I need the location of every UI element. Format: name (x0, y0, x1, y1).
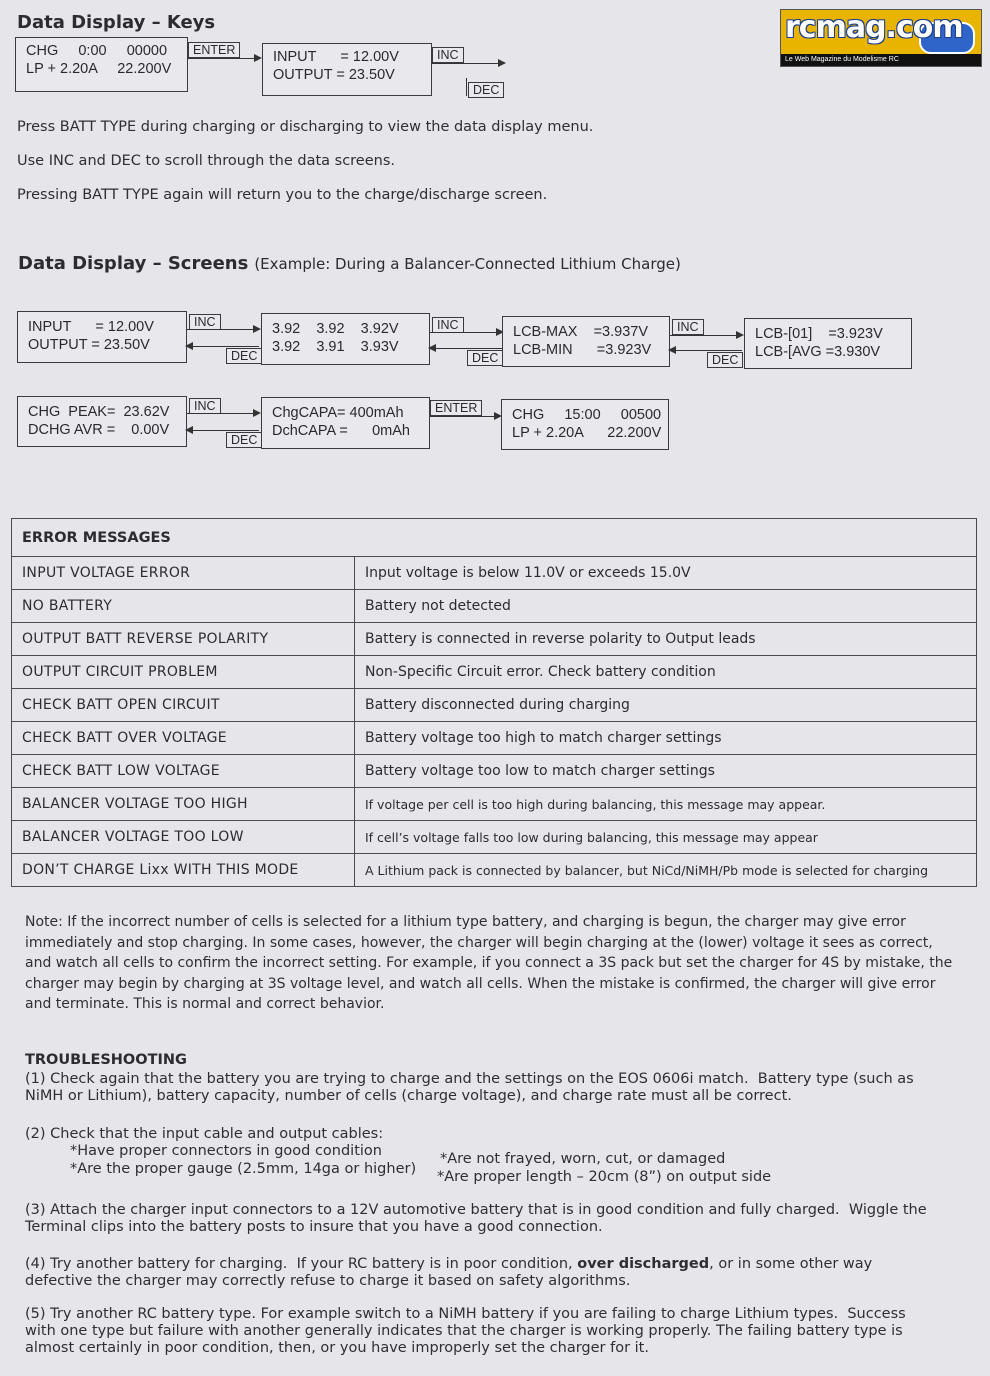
error-code: CHECK BATT LOW VOLTAGE (12, 755, 355, 788)
screen-cell-voltages: 3.92 3.92 3.92V 3.92 3.91 3.93V (261, 313, 430, 365)
troubleshooting-step-5: (5) Try another RC battery type. For example switch to a NiMH battery if you are failing to charge Lithium types. Success with one type but failure with another generally indicates that the charger is working properly. The failing battery type is almost certainly in poor condition, then, or you have improperly set the charger for it. (25, 1306, 906, 1356)
keys-enter-arrow (188, 58, 260, 59)
table-row (12, 821, 977, 854)
screen-input-output: INPUT = 12.00V OUTPUT = 23.50V (17, 311, 187, 363)
table-row (12, 623, 977, 656)
screen-lcb-max-min: LCB-MAX =3.937V LCB-MIN =3.923V (502, 316, 670, 367)
troubleshooting-step-3: (3) Attach the charger input connectors to a 12V automotive battery that is in good condition and fully charged. Wiggle the Terminal clips into the battery posts to insure that you have a good connection. (25, 1202, 927, 1235)
screen-inc-arrow-1 (187, 329, 259, 330)
troubleshooting-step-2c: *Are the proper gauge (2.5mm, 14ga or higher) (70, 1161, 417, 1177)
screen-inc-1: INC (189, 314, 221, 330)
troubleshooting-step-2a: *Have proper connectors in good condition (70, 1143, 382, 1159)
troubleshooting-step-1: (1) Check again that the battery you are trying to charge and the settings on the EOS 0606i match. Battery type (such as NiMH or Lithium), battery capacity, number of cells (charge voltage), and charge rate must all be correct. (25, 1071, 914, 1104)
screen-dec-arrow-2 (430, 348, 502, 349)
error-code: NO BATTERY (12, 590, 355, 623)
screen-lcb-avg: LCB-[01] =3.923V LCB-[AVG =3.930V (744, 318, 912, 369)
keys-charge-screen: CHG 0:00 00000 LP + 2.20A 22.200V (15, 37, 188, 92)
table-row (12, 722, 977, 755)
screen-inc-arrow-2 (430, 332, 502, 333)
screens-subtitle: (Example: During a Balancer-Connected Lithium Charge) (254, 255, 681, 273)
screens-title (18, 253, 681, 274)
screen-dec-3: DEC (707, 352, 743, 368)
keys-para-2: Use INC and DEC to scroll through the data screens. (17, 153, 395, 169)
keys-para-1: Press BATT TYPE during charging or discharging to view the data display menu. (17, 119, 594, 135)
screen-dec-arrow-1 (187, 346, 259, 347)
troubleshooting-title: TROUBLESHOOTING (25, 1052, 187, 1068)
screen-inc-arrow-4 (187, 413, 259, 414)
troubleshooting-step-4-start: (4) Try another battery for charging. If your RC battery is in poor condition, (25, 1256, 578, 1272)
error-code: OUTPUT BATT REVERSE POLARITY (12, 623, 355, 656)
error-code: INPUT VOLTAGE ERROR (12, 557, 355, 590)
table-row (12, 788, 977, 821)
screen-enter: ENTER (430, 400, 482, 416)
screen-inc-arrow-3 (670, 335, 742, 336)
error-description: If voltage per cell is too high during balancing, this message may appear. (355, 788, 977, 821)
error-code: DON’T CHARGE Lixx WITH THIS MODE (12, 854, 355, 887)
screens-title-text: Data Display – Screens (18, 253, 249, 274)
troubleshooting-step-4-end: , or in some other way defective the charger may correctly refuse to charge it based on safety algorithms. (25, 1256, 873, 1289)
screen-dec-1: DEC (226, 348, 262, 364)
lithium-cell-note: Note: If the incorrect number of cells is selected for a lithium type battery, and charging is begun, the charger may give error immediately and stop charging. In some cases, however, the charger will begin charging at the (lower) voltage it sees as correct, and watch all cells to confirm the incorrect setting. For example, if you connect a 3S pack but set the charger for 4S by mistake, the charger may begin by charging at 3S voltage level, and watch all cells. When the mistake is confirmed, the charger will give error and terminate. This is normal and correct behavior. (25, 914, 953, 1012)
screen-dec-4: DEC (226, 432, 262, 448)
keys-inc-arrow (432, 63, 504, 64)
logo-tagline: Le Web Magazine du Modelisme RC (781, 54, 981, 66)
screen-chg-status: CHG 15:00 00500 LP + 2.20A 22.200V (501, 399, 669, 450)
troubleshooting-step-2b: *Are not frayed, worn, cut, or damaged (440, 1151, 726, 1167)
rcmag-logo (780, 9, 982, 67)
screen-chg-peak: CHG PEAK= 23.62V DCHG AVR = 0.00V (17, 396, 187, 447)
error-table-header: ERROR MESSAGES (12, 519, 977, 557)
troubleshooting-step-4 (25, 1256, 872, 1290)
error-description: Battery voltage too high to match charger settings (355, 722, 977, 755)
table-row (12, 689, 977, 722)
keys-enter-label: ENTER (188, 42, 240, 58)
error-description: Battery voltage too low to match charger settings (355, 755, 977, 788)
table-row (12, 557, 977, 590)
screen-inc-4: INC (189, 398, 221, 414)
screen-dec-2: DEC (467, 350, 503, 366)
table-row (12, 590, 977, 623)
keys-input-screen: INPUT = 12.00V OUTPUT = 23.50V (262, 43, 432, 96)
error-code: BALANCER VOLTAGE TOO HIGH (12, 788, 355, 821)
screen-inc-3: INC (672, 319, 704, 335)
screen-enter-arrow (430, 416, 500, 417)
screen-capacity: ChgCAPA= 400mAh DchCAPA = 0mAh (261, 397, 430, 449)
error-table-header-row (12, 519, 977, 557)
table-row (12, 854, 977, 887)
error-description: Input voltage is below 11.0V or exceeds 15.0V (355, 557, 977, 590)
keys-inc-label: INC (432, 47, 464, 63)
troubleshooting-step-2d: *Are proper length – 20cm (8”) on output side (437, 1169, 772, 1185)
error-code: CHECK BATT OVER VOLTAGE (12, 722, 355, 755)
keys-dec-leader (466, 78, 467, 96)
screen-dec-arrow-3 (670, 350, 742, 351)
error-description: If cell’s voltage falls too low during balancing, this message may appear (355, 821, 977, 854)
keys-title: Data Display – Keys (17, 12, 216, 33)
keys-para-3: Pressing BATT TYPE again will return you to the charge/discharge screen. (17, 187, 548, 203)
keys-dec-label: DEC (468, 82, 504, 98)
troubleshooting-step-4-emphasis: over discharged (577, 1256, 710, 1272)
error-description: Battery is connected in reverse polarity to Output leads (355, 623, 977, 656)
error-description: Battery disconnected during charging (355, 689, 977, 722)
error-code: OUTPUT CIRCUIT PROBLEM (12, 656, 355, 689)
table-row (12, 656, 977, 689)
error-code: BALANCER VOLTAGE TOO LOW (12, 821, 355, 854)
screen-dec-arrow-4 (187, 430, 259, 431)
logo-text: rcmag.com (785, 10, 963, 45)
error-description: Battery not detected (355, 590, 977, 623)
error-code: CHECK BATT OPEN CIRCUIT (12, 689, 355, 722)
screen-inc-2: INC (432, 317, 464, 333)
table-row (12, 755, 977, 788)
error-description: A Lithium pack is connected by balancer, but NiCd/NiMH/Pb mode is selected for charging (355, 854, 977, 887)
error-messages-table (11, 518, 977, 887)
troubleshooting-step-2: (2) Check that the input cable and output cables: (25, 1126, 384, 1142)
error-description: Non-Specific Circuit error. Check battery condition (355, 656, 977, 689)
